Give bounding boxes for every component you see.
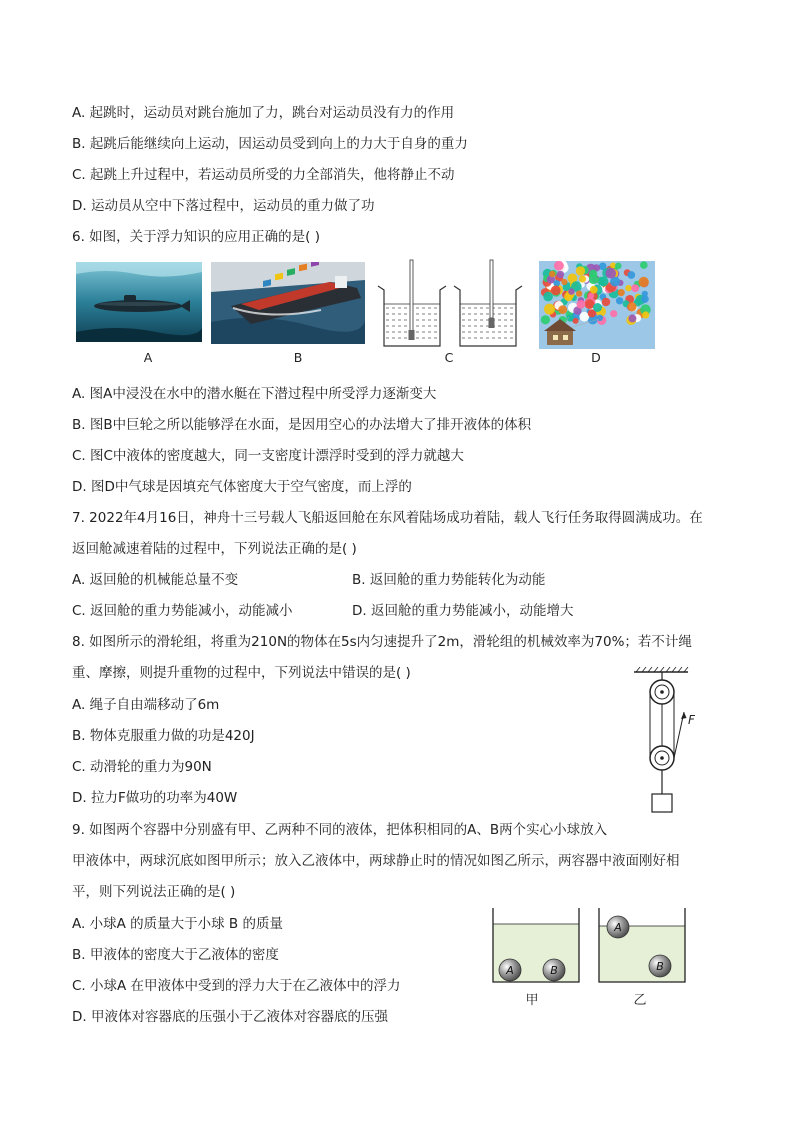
ball-a-label-jia: A <box>506 964 514 977</box>
hydrometer-beakers-diagram <box>374 258 524 350</box>
q5-option-a: A. 起跳时，运动员对跳台施加了力，跳台对运动员没有力的作用 <box>72 105 455 121</box>
q7-option-a: A. 返回舱的机械能总量不变 <box>72 572 239 588</box>
ball-b-label-jia: B <box>550 964 558 977</box>
submarine-image <box>76 262 202 342</box>
caption-jia: 甲 <box>525 993 539 1008</box>
q9-option-c: C. 小球A 在甲液体中受到的浮力大于在乙液体中的浮力 <box>72 978 401 994</box>
q8-option-d: D. 拉力F做功的功率为40W <box>72 790 238 806</box>
balloon-house-image <box>539 261 655 349</box>
q8-stem-line1: 8. 如图所示的滑轮组，将重为210N的物体在5s内匀速提升了2m，滑轮组的机械效率为70%；若不计绳 <box>72 634 692 650</box>
q8-option-a: A. 绳子自由端移动了6m <box>72 697 220 713</box>
q7-stem-line2: 返回舱减速着陆的过程中，下列说法正确的是( ) <box>72 541 357 557</box>
figure-caption-a: A <box>143 350 153 365</box>
q5-option-d: D. 运动员从空中下落过程中，运动员的重力做了功 <box>72 198 375 214</box>
q7-stem-line1: 7. 2022年4月16日，神舟十三号载人飞船返回舱在东风着陆场成功着陆，载人飞行任务取得圆满成功。在 <box>72 510 703 526</box>
q6-option-d: D. 图D中气球是因填充气体密度大于空气密度，而上浮的 <box>72 479 412 495</box>
containers-diagram <box>488 904 688 1012</box>
q7-option-c: C. 返回舱的重力势能减小，动能减小 <box>72 603 293 619</box>
ship-image <box>211 262 365 344</box>
force-f-label: F <box>688 713 695 727</box>
q8-option-b: B. 物体克服重力做的功是420J <box>72 728 255 744</box>
figure-caption-b: B <box>293 350 303 365</box>
q6-option-c: C. 图C中液体的密度越大，同一支密度计漂浮时受到的浮力就越大 <box>72 448 464 464</box>
q9-stem-line2: 甲液体中，两球沉底如图甲所示；放入乙液体中，两球静止时的情况如图乙所示，两容器中液面刚好相 <box>72 853 680 869</box>
q7-option-d: D. 返回舱的重力势能减小，动能增大 <box>352 603 574 619</box>
q9-option-a: A. 小球A 的质量大于小球 B 的质量 <box>72 916 283 932</box>
q6-stem: 6. 如图，关于浮力知识的应用正确的是( ) <box>72 229 320 245</box>
q9-stem-line3: 平，则下列说法正确的是( ) <box>72 884 236 900</box>
pulley-system-diagram <box>628 666 704 816</box>
ball-a-label-yi: A <box>614 921 622 934</box>
q8-stem-line2: 重、摩擦，则提升重物的过程中，下列说法中错误的是( ) <box>72 665 411 681</box>
caption-yi: 乙 <box>633 993 647 1008</box>
q5-option-b: B. 起跳后能继续向上运动，因运动员受到向上的力大于自身的重力 <box>72 136 468 152</box>
q9-option-d: D. 甲液体对容器底的压强小于乙液体对容器底的压强 <box>72 1009 388 1025</box>
q8-option-c: C. 动滑轮的重力为90N <box>72 759 212 775</box>
q9-option-b: B. 甲液体的密度大于乙液体的密度 <box>72 947 279 963</box>
figure-caption-d: D <box>591 350 601 365</box>
q7-option-b: B. 返回舱的重力势能转化为动能 <box>352 572 546 588</box>
ball-b-label-yi: B <box>656 960 664 973</box>
q6-option-b: B. 图B中巨轮之所以能够浮在水面，是因用空心的办法增大了排开液体的体积 <box>72 417 532 433</box>
figure-caption-c: C <box>444 350 454 365</box>
q6-option-a: A. 图A中浸没在水中的潜水艇在下潜过程中所受浮力逐渐变大 <box>72 386 437 402</box>
q5-option-c: C. 起跳上升过程中，若运动员所受的力全部消失，他将静止不动 <box>72 167 455 183</box>
q9-stem-line1: 9. 如图两个容器中分别盛有甲、乙两种不同的液体，把体积相同的A、B两个实心小球放入 <box>72 822 608 838</box>
